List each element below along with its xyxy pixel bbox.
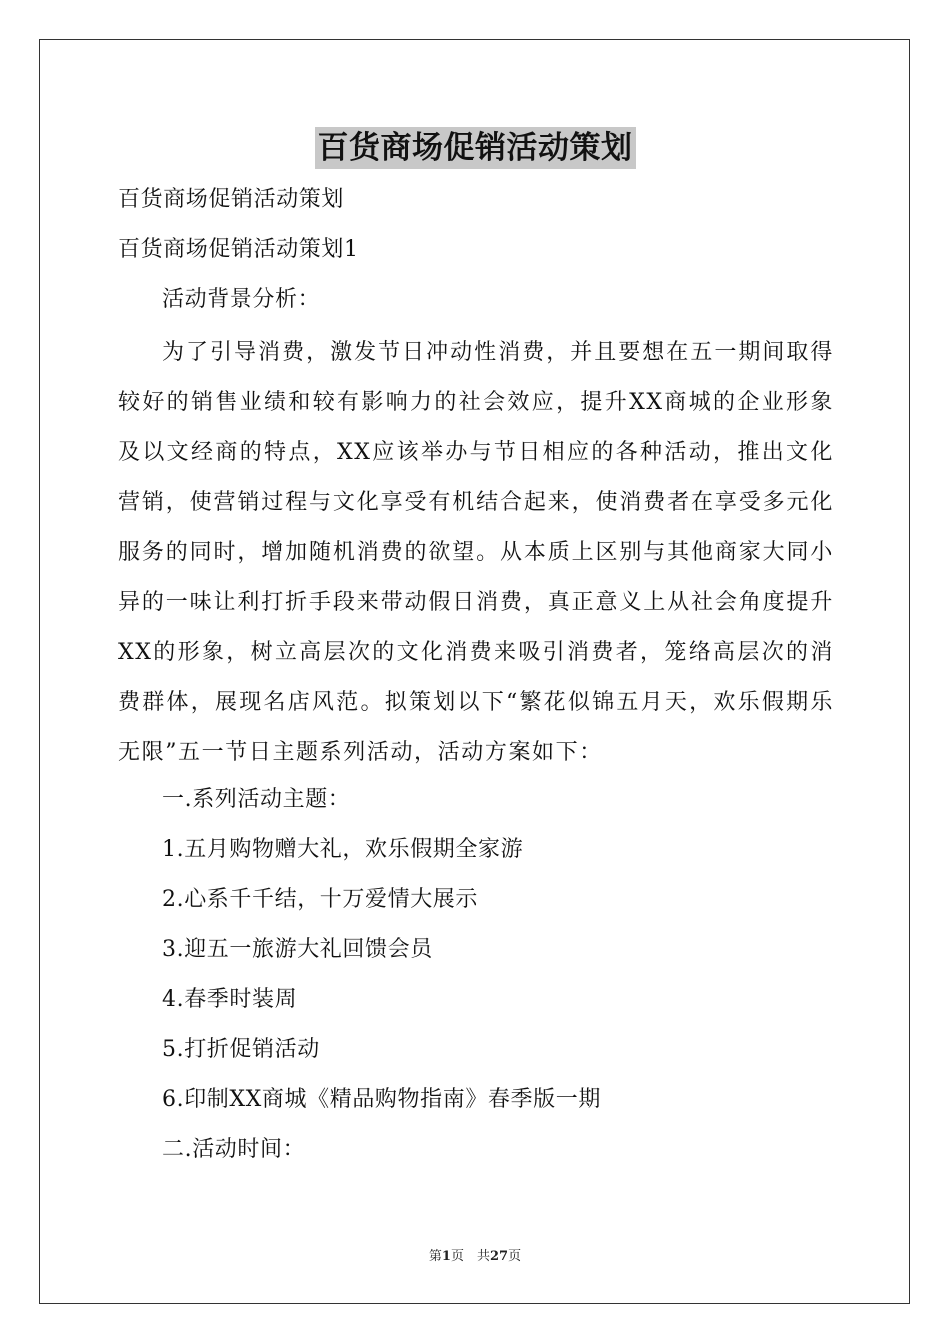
footer-mid: 页 共 bbox=[450, 1249, 490, 1264]
document-title: 百货商场促销活动策划 bbox=[315, 127, 636, 169]
background-heading: 活动背景分析： bbox=[162, 287, 321, 312]
list-item: 4.春季时装周 bbox=[162, 987, 298, 1012]
list-item: 5.打折促销活动 bbox=[162, 1037, 320, 1062]
subtitle-line: 百货商场促销活动策划 bbox=[118, 187, 345, 212]
list-item: 1.五月购物赠大礼，欢乐假期全家游 bbox=[162, 837, 524, 862]
title-container bbox=[0, 127, 950, 169]
list-item: 2.心系千千结，十万爱情大展示 bbox=[162, 887, 478, 912]
document-body bbox=[118, 178, 834, 1178]
total-pages: 27 bbox=[489, 1249, 509, 1264]
list-item: 6.印制XX商城《精品购物指南》春季版一期 bbox=[162, 1087, 601, 1112]
footer-suffix: 页 bbox=[508, 1249, 522, 1264]
footer-prefix: 第 bbox=[428, 1249, 442, 1264]
list-item: 3.迎五一旅游大礼回馈会员 bbox=[162, 937, 433, 962]
time-heading: 二.活动时间： bbox=[162, 1137, 306, 1162]
current-page-number: 1 bbox=[441, 1249, 451, 1264]
background-paragraph: 为了引导消费，激发节日冲动性消费，并且要想在五一期间取得较好的销售业绩和较有影响力的社会效应，提升XX商城的企业形象及以文经商的特点，XX应该举办与节日相应的各种活动，推出文化营销，使营销过程与文化享受有机结合起来，使消费者在享受多元化服务的同时，增加随机消费的欲望。从本质上区别与其他商家大同小异的一味让利打折手段来带动假日消费，真正意义上从社会角度提升XX的形象，树立高层次的文化消费来吸引消费者，笼络高层次的消费群体，展现名店风范。拟策划以下“繁花似锦五月天，欢乐假期乐无限”五一节日主题系列活动，活动方案如下： bbox=[118, 340, 834, 765]
page-footer bbox=[0, 1245, 950, 1264]
theme-heading: 一.系列活动主题： bbox=[162, 787, 351, 812]
section-title-line: 百货商场促销活动策划1 bbox=[118, 237, 359, 262]
